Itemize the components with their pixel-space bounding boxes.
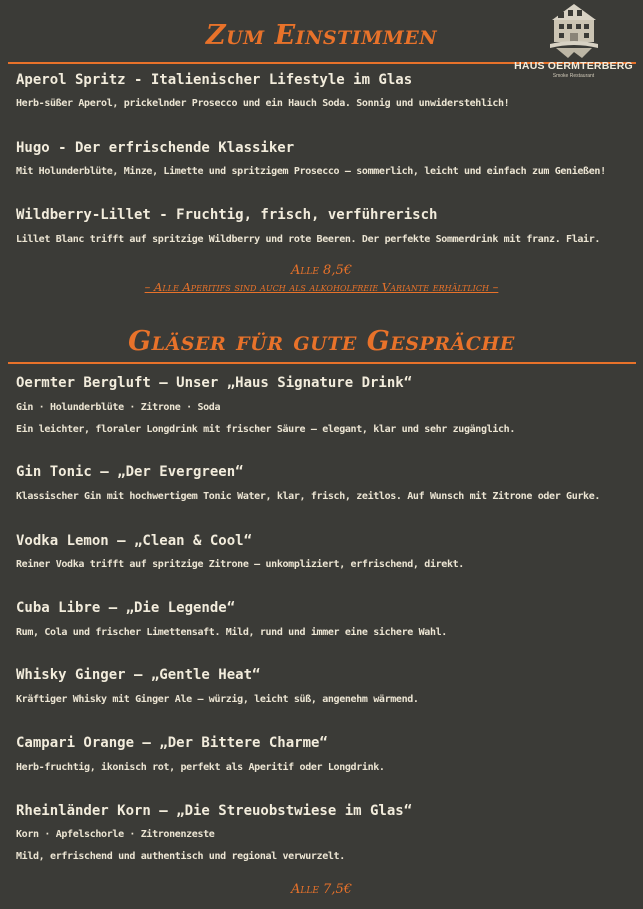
item-title: Aperol Spritz - Italienischer Lifestyle im Glas xyxy=(16,72,413,88)
house-logo-icon xyxy=(546,2,602,60)
item-title: Cuba Libre – „Die Legende“ xyxy=(16,600,236,616)
item-description: Herb-süßer Aperol, prickelnder Prosecco und ein Hauch Soda. Sonnig und unwiderstehlich! xyxy=(16,98,510,109)
item-title: Wildberry-Lillet - Fruchtig, frisch, verführerisch xyxy=(16,207,438,223)
item-title: Campari Orange – „Der Bittere Charme“ xyxy=(16,735,328,751)
item-description: Mild, erfrischend und authentisch und regional verwurzelt. xyxy=(16,851,345,862)
logo-name: HAUS OERMTERBERG xyxy=(514,60,633,72)
section-title-einstimmen: Zum Einstimmen xyxy=(205,20,438,51)
price-label: Alle 7,5€ xyxy=(291,882,352,897)
item-title: Oermter Bergluft – Unser „Haus Signature Drink“ xyxy=(16,375,413,391)
item-title: Whisky Ginger – „Gentle Heat“ xyxy=(16,667,261,683)
item-description: Kräftiger Whisky mit Ginger Ale – würzig, leicht süß, angenehm wärmend. xyxy=(16,694,419,705)
item-ingredients: Korn · Apfelschorle · Zitronenzeste xyxy=(16,829,215,840)
item-title: Gin Tonic – „Der Evergreen“ xyxy=(16,464,244,480)
section-title-glaeser: Gläser für gute Gespräche xyxy=(128,326,515,357)
alcohol-free-note: – Alle Aperitifs sind auch als alkoholfreie Variante erhältlich – xyxy=(144,280,499,294)
item-description: Rum, Cola und frischer Limettensaft. Mild, rund und immer eine sichere Wahl. xyxy=(16,627,447,638)
section-divider xyxy=(8,362,636,364)
item-description: Reiner Vodka trifft auf spritzige Zitrone – unkompliziert, erfrischend, direkt. xyxy=(16,559,464,570)
item-description: Klassischer Gin mit hochwertigem Tonic Water, klar, frisch, zeitlos. Auf Wunsch mit Zitrone oder Gurke. xyxy=(16,491,601,502)
logo-subtitle: Smoke Restaurant xyxy=(552,73,595,79)
item-description: Lillet Blanc trifft auf spritzige Wildberry und rote Beeren. Der perfekte Sommerdrink mit franz. Flair. xyxy=(16,234,601,245)
item-title: Rheinländer Korn – „Die Streuobstwiese im Glas“ xyxy=(16,803,413,819)
item-title: Hugo - Der erfrischende Klassiker xyxy=(16,140,295,156)
price-label: Alle 8,5€ xyxy=(291,263,352,278)
item-description: Herb-fruchtig, ikonisch rot, perfekt als Aperitif oder Longdrink. xyxy=(16,762,385,773)
restaurant-logo xyxy=(506,2,641,84)
item-description: Ein leichter, floraler Longdrink mit frischer Säure – elegant, klar und sehr zugänglich. xyxy=(16,424,516,435)
item-ingredients: Gin · Holunderblüte · Zitrone · Soda xyxy=(16,402,221,413)
item-title: Vodka Lemon – „Clean & Cool“ xyxy=(16,533,253,549)
item-description: Mit Holunderblüte, Minze, Limette und spritzigem Prosecco – sommerlich, leicht und einfach zum Genießen! xyxy=(16,166,606,177)
